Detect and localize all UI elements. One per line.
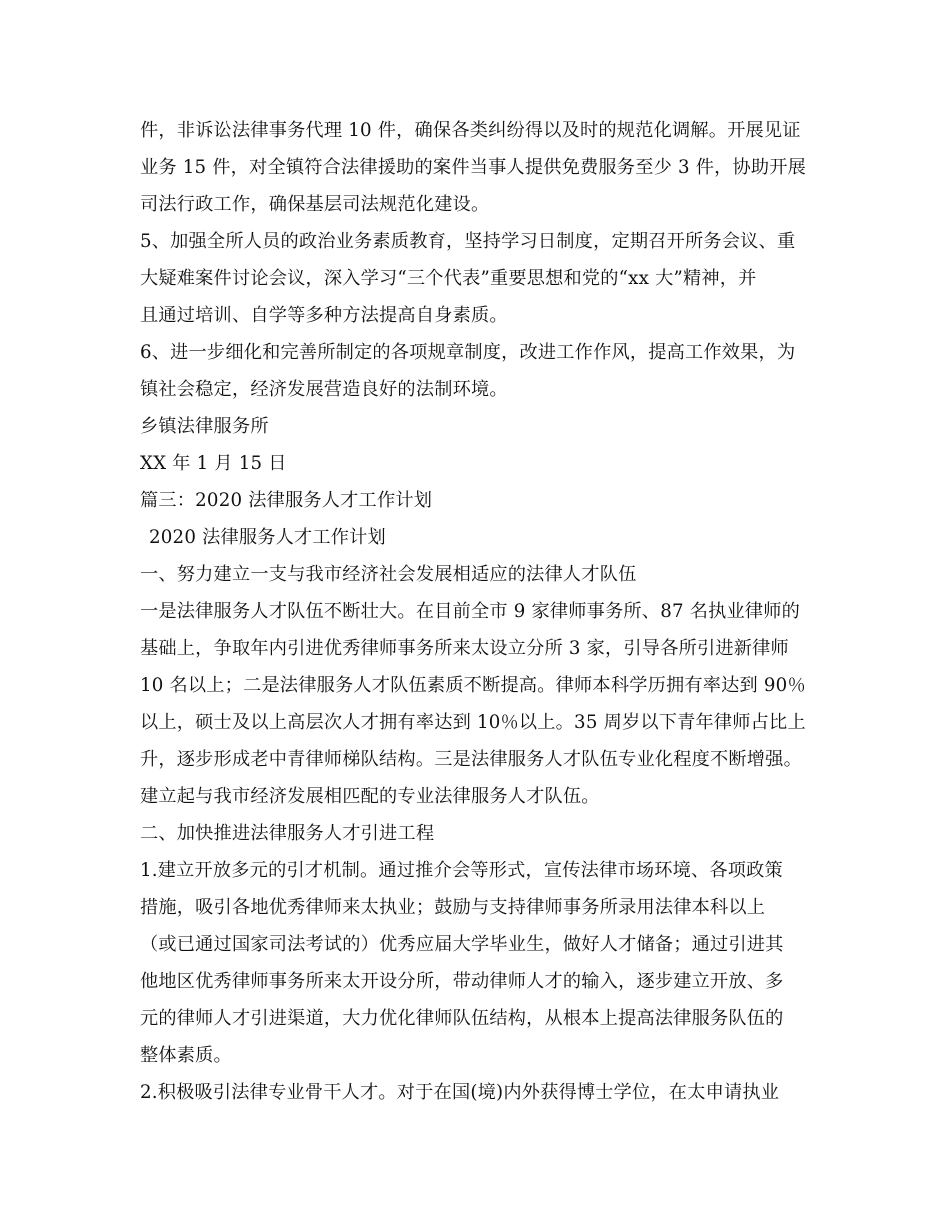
chapter-heading: 篇三：2020 法律服务人才工作计划 bbox=[140, 490, 433, 511]
text-line: 他地区优秀律师事务所来太开设分所，带动律师人才的输入，逐步建立开放、多 bbox=[140, 971, 784, 992]
section-item-2: 2.积极吸引法律专业骨干人才。对于在国(境)内外获得博士学位，在太申请执业 bbox=[140, 1082, 780, 1103]
document-body bbox=[140, 112, 812, 1111]
text-line: 10 名以上；二是法律服务人才队伍素质不断提高。律师本科学历拥有率达到 90％ bbox=[140, 675, 806, 696]
text-line: （或已通过国家司法考试的）优秀应届大学毕业生，做好人才储备；通过引进其 bbox=[140, 934, 784, 955]
text-line: 整体素质。 bbox=[140, 1045, 232, 1066]
text-line: 措施，吸引各地优秀律师来太执业；鼓励与支持律师事务所录用法律本科以上 bbox=[140, 897, 766, 918]
signature-organization: 乡镇法律服务所 bbox=[140, 416, 269, 437]
text-line: 建立起与我市经济发展相匹配的专业法律服务人才队伍。 bbox=[140, 786, 600, 807]
text-line: 大疑难案件讨论会议，深入学习“三个代表”重要思想和党的“xx 大”精神，并 bbox=[140, 268, 757, 289]
section-item-1: 1.建立开放多元的引才机制。通过推介会等形式，宣传法律市场环境、各项政策 bbox=[140, 860, 783, 881]
text-line: 一是法律服务人才队伍不断壮大。在目前全市 9 家律师事务所、87 名执业律师的 bbox=[140, 601, 801, 622]
section-item-6: 6、进一步细化和完善所制定的各项规章制度，改进工作作风，提高工作效果，为 bbox=[140, 342, 796, 363]
text-line: 镇社会稳定，经济发展营造良好的法制环境。 bbox=[140, 379, 508, 400]
text-line: 且通过培训、自学等多种方法提高自身素质。 bbox=[140, 305, 508, 326]
section-item-5: 5、加强全所人员的政治业务素质教育，坚持学习日制度，定期召开所务会议、重 bbox=[140, 231, 796, 252]
text-line: 司法行政工作，确保基层司法规范化建设。 bbox=[140, 194, 490, 215]
text-line: 业务 15 件，对全镇符合法律援助的案件当事人提供免费服务至少 3 件，协助开展 bbox=[140, 157, 807, 178]
text-line: 以上，硕士及以上高层次人才拥有率达到 10％以上。35 周岁以下青年律师占比上 bbox=[140, 712, 806, 733]
section-heading-2: 二、加快推进法律服务人才引进工程 bbox=[140, 823, 435, 844]
document-title: 2020 法律服务人才工作计划 bbox=[149, 527, 386, 548]
text-line: 件，非诉讼法律事务代理 10 件，确保各类纠纷得以及时的规范化调解。开展见证 bbox=[140, 120, 801, 141]
section-heading-1: 一、努力建立一支与我市经济社会发展相适应的法律人才队伍 bbox=[140, 564, 637, 585]
text-line: 元的律师人才引进渠道，大力优化律师队伍结构，从根本上提高法律服务队伍的 bbox=[140, 1008, 784, 1029]
text-line: 升，逐步形成老中青律师梯队结构。三是法律服务人才队伍专业化程度不断增强。 bbox=[140, 749, 802, 770]
signature-date: XX 年 1 月 15 日 bbox=[140, 453, 287, 474]
text-line: 基础上，争取年内引进优秀律师事务所来太设立分所 3 家，引导各所引进新律师 bbox=[140, 638, 789, 659]
